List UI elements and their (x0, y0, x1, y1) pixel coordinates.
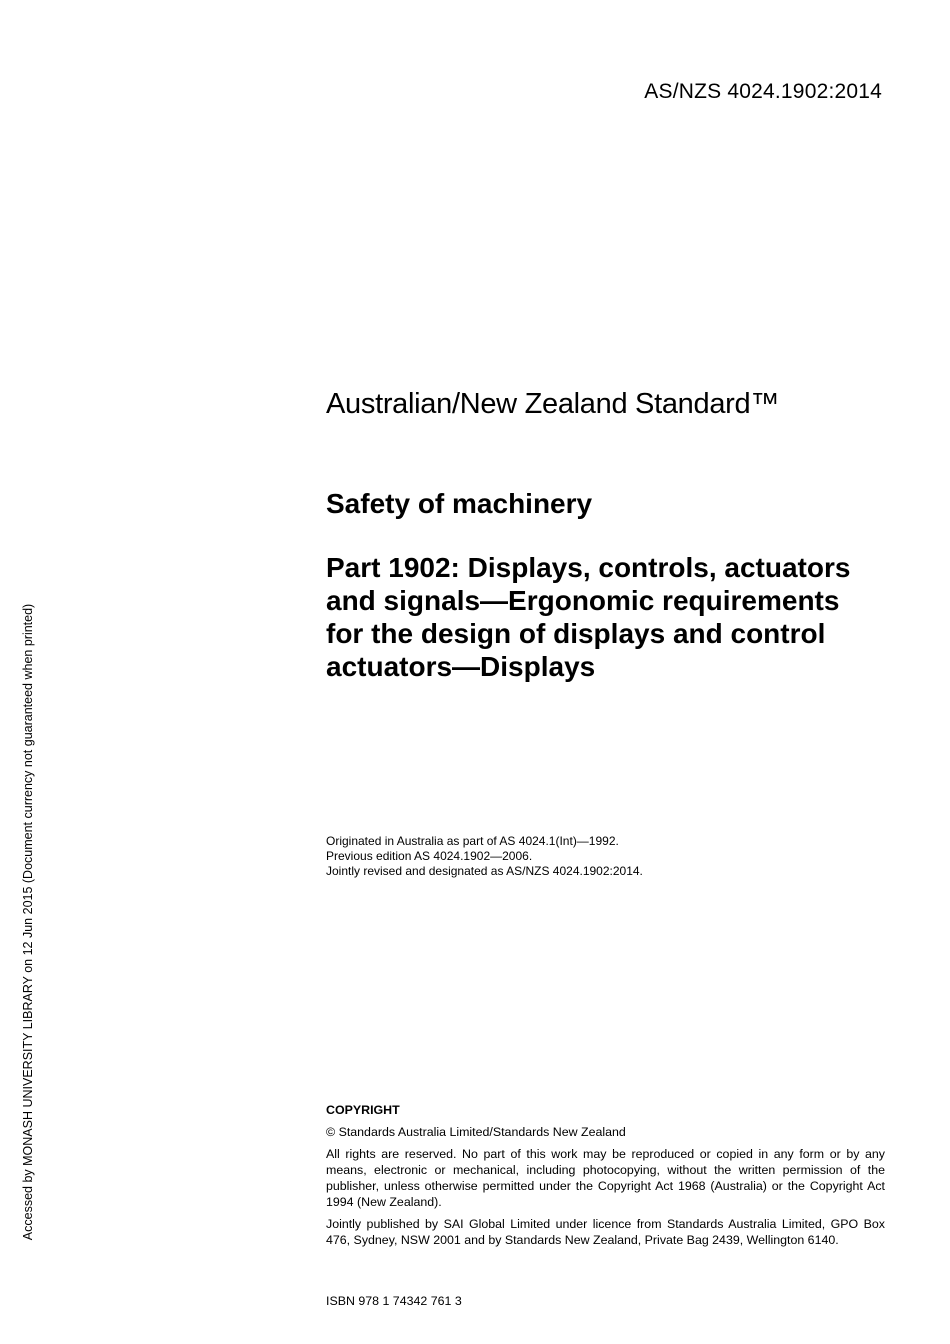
history-line: Originated in Australia as part of AS 4024.1(Int)—1992. (326, 834, 619, 848)
access-watermark: Accessed by MONASH UNIVERSITY LIBRARY on 12 Jun 2015 (Document currency not guaranteed when printed) (21, 603, 35, 1241)
copyright-rights: All rights are reserved. No part of this work may be reproduced or copied in any form or by any means, electronic or mechanical, including photocopying, without the written permission of the publisher, unless otherwise permitted under the Copyright Act 1968 (Australia) or the Copyright Act 1994 (New Zealand). (326, 1147, 885, 1209)
standard-type-heading: Australian/New Zealand Standard™ (326, 388, 780, 420)
subtitle-line: for the design of displays and control (326, 618, 826, 649)
history-line: Jointly revised and designated as AS/NZS 4024.1902:2014. (326, 864, 643, 878)
subtitle-line: actuators—Displays (326, 651, 596, 682)
subtitle-line: Part 1902: Displays, controls, actuators (326, 552, 851, 583)
copyright-heading: COPYRIGHT (326, 1103, 400, 1117)
document-title: Safety of machinery (326, 488, 593, 519)
copyright-publisher: Jointly published by SAI Global Limited under licence from Standards Australia Limited, GPO Box 476, Sydney, NSW 2001 and by Standards New Zealand, Private Bag 2439, Wellington 6140. (326, 1217, 885, 1247)
subtitle-line: and signals—Ergonomic requirements (326, 585, 840, 616)
document-subtitle (326, 551, 906, 683)
history-line: Previous edition AS 4024.1902—2006. (326, 849, 533, 863)
copyright-holder: © Standards Australia Limited/Standards New Zealand (326, 1125, 626, 1139)
isbn: ISBN 978 1 74342 761 3 (326, 1294, 462, 1308)
document-number: AS/NZS 4024.1902:2014 (644, 80, 882, 103)
publication-history (326, 834, 643, 879)
copyright-notice (326, 1102, 885, 1254)
